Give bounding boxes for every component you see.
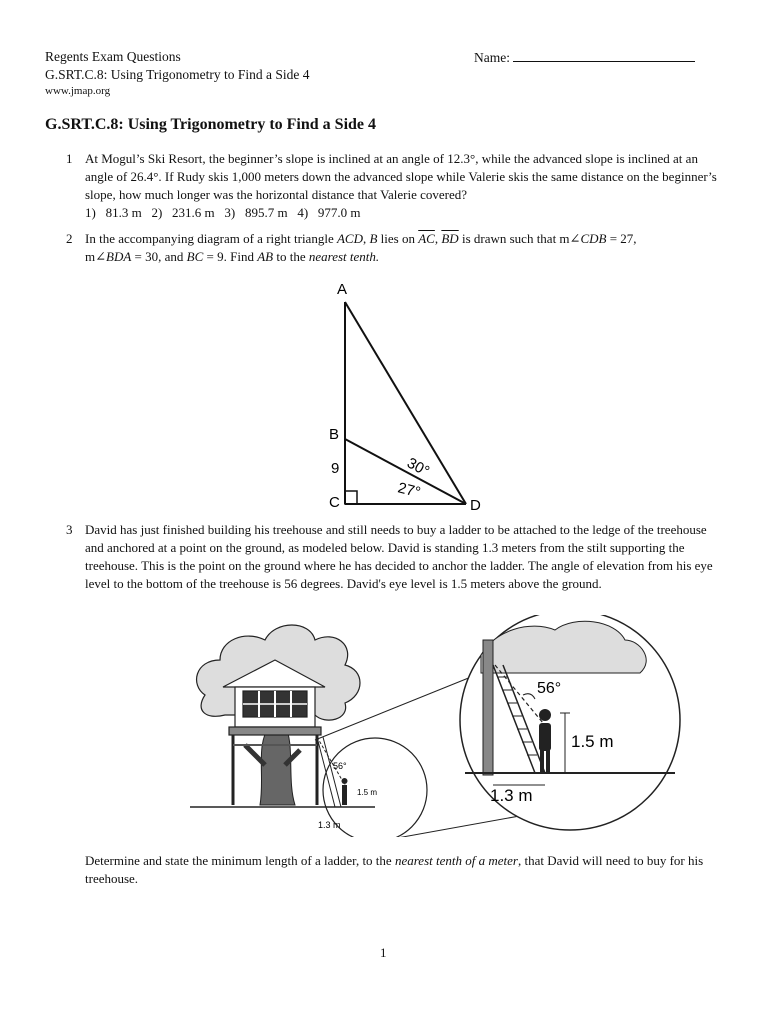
question-number: 2 (66, 231, 73, 246)
small-height-label: 1.5 m (357, 788, 378, 797)
page-title: G.SRT.C.8: Using Trigonometry to Find a Side 4 (45, 116, 377, 133)
small-distance-label: 1.3 m (318, 820, 341, 830)
header-topic: G.SRT.C.8: Using Trigonometry to Find a Side 4 (45, 67, 310, 82)
page-number: 1 (380, 945, 387, 960)
header-source: Regents Exam Questions (45, 49, 181, 64)
tree-trunk (260, 725, 295, 805)
question-text: At Mogul’s Ski Resort, the beginner’s slope is inclined at an angle of 12.3°, while the advanced slope is inclined at an angle of 26.4°. If Rudy skis 1,000 meters down the advanced slope while Valerie skis the same distance on the beginner’s slope, how much longer was the horizontal distance that Valerie covered? (85, 151, 717, 202)
distance-label: 1.3 m (490, 786, 533, 805)
header-site: www.jmap.org (45, 85, 111, 97)
vertex-label-c: C (329, 494, 340, 511)
name-blank (513, 48, 695, 62)
small-angle-label: 56° (333, 761, 347, 771)
answer-choices: 1) 81.3 m 2) 231.6 m 3) 895.7 m 4) 977.0 m (85, 205, 361, 220)
angle-label: 56° (537, 680, 562, 697)
question-number: 3 (66, 522, 73, 537)
side-label-bc: 9 (331, 460, 340, 477)
name-field (474, 48, 695, 67)
question-3-prompt: Determine and state the minimum length of a ladder, to the nearest tenth of a meter, that David will need to buy for his treehouse. (85, 853, 704, 886)
treehouse-diagram (185, 615, 705, 837)
question-text: In the accompanying diagram of a right triangle ACD, B lies on $\overline{AC}$, $\overline{BD}$ is drawn such that m∠CDB = 27, m∠BDA = 30, and BC = 9. Find AB to the nearest tenth. (85, 231, 637, 264)
question-text: David has just finished building his treehouse and still needs to buy a ladder to be attached to the ledge of the treehouse and anchored at a point on the ground, as modeled below. David is standing 1.3 meters from the stilt supporting the treehouse. This is the point on the ground where he has decided to anchor the ladder. The angle of elevation from his eye level to the bottom of the treehouse is 56 degrees. David's eye level is 1.5 meters above the ground. (85, 522, 713, 591)
name-label: Name: (474, 50, 510, 65)
right-angle-marker (345, 491, 357, 504)
triangle-diagram (320, 276, 490, 512)
question-number: 1 (66, 151, 73, 166)
small-person-icon (342, 785, 347, 805)
angle-label-cdb: 27° (396, 479, 423, 502)
zoom-detail (460, 615, 680, 830)
vertex-label-b: B (329, 426, 340, 443)
vertex-label-a: A (337, 281, 348, 298)
angle-label-bda: 30° (404, 454, 433, 481)
vertex-label-d: D (470, 497, 481, 512)
height-label: 1.5 m (571, 732, 614, 751)
